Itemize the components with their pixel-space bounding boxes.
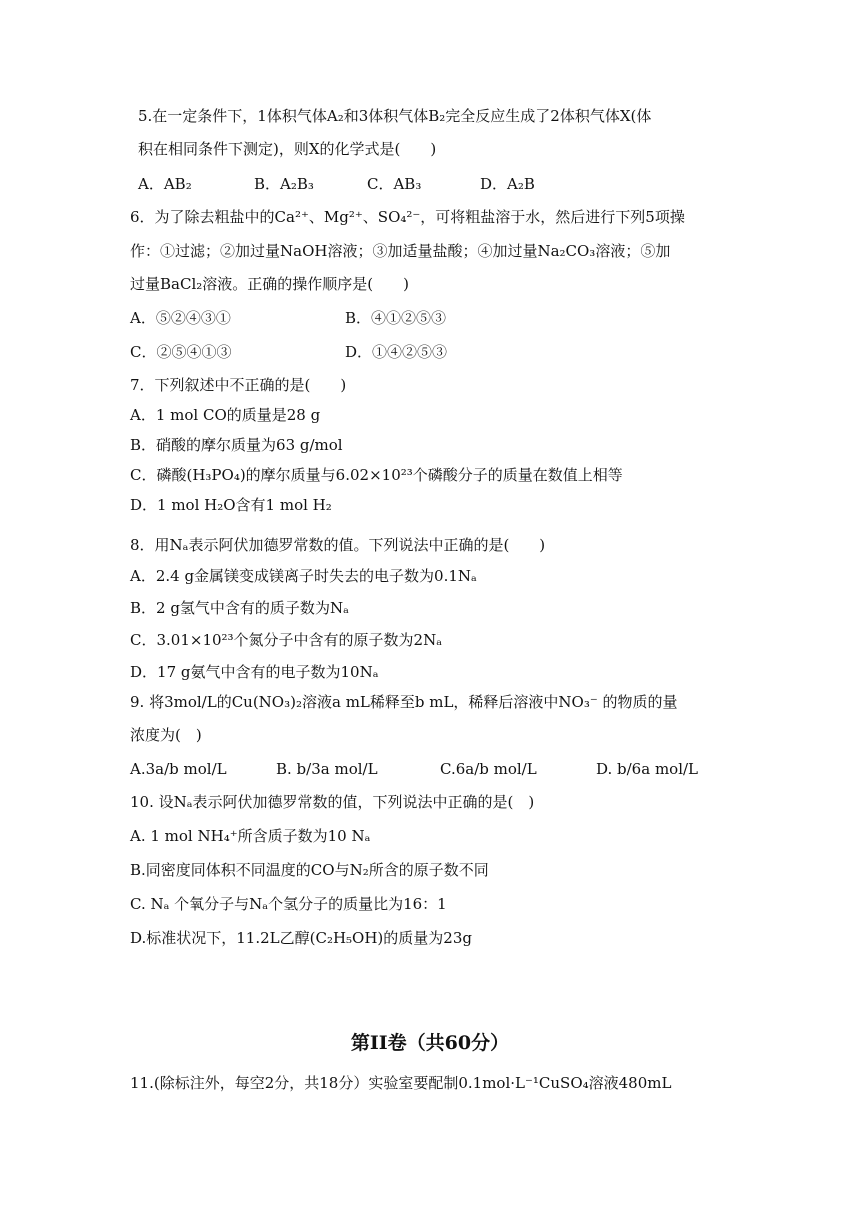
q5-line2: 积在相同条件下测定)，则X的化学式是( ) (138, 140, 437, 158)
q6-option-a: A．⑤②④③① (130, 309, 231, 327)
q10-option-b: B.同密度同体积不同温度的CO与N₂所含的原子数不同 (130, 861, 489, 879)
q10-stem: 10. 设Nₐ表示阿伏加德罗常数的值，下列说法中正确的是( ) (130, 793, 535, 811)
q7-option-c: C．磷酸(H₃PO₄)的摩尔质量与6.02×10²³个磷酸分子的质量在数值上相等 (130, 466, 623, 484)
q5-option-a: A．AB₂ (138, 175, 192, 193)
q10-option-c: C. Nₐ 个氧分子与Nₐ个氢分子的质量比为16：1 (130, 895, 447, 913)
q8-option-b: B．2 g氢气中含有的质子数为Nₐ (130, 599, 349, 617)
q9-option-d: D. b/6a mol/L (596, 760, 699, 778)
q7-option-a: A．1 mol CO的质量是28 g (130, 406, 321, 424)
q5-option-c: C．AB₃ (367, 175, 422, 193)
q10-option-d: D.标准状况下，11.2L乙醇(C₂H₅OH)的质量为23g (130, 929, 472, 947)
q8-stem: 8．用Nₐ表示阿伏加德罗常数的值。下列说法中正确的是( ) (130, 536, 546, 554)
q7-option-b: B．硝酸的摩尔质量为63 g/mol (130, 436, 343, 454)
q11-line1: 11.(除标注外，每空2分，共18分）实验室要配制0.1mol·L⁻¹CuSO₄溶液480mL (130, 1074, 672, 1092)
q6-option-c: C．②⑤④①③ (130, 343, 232, 361)
q6-line1: 6．为了除去粗盐中的Ca²⁺、Mg²⁺、SO₄²⁻，可将粗盐溶于水，然后进行下列5项操 (130, 208, 685, 226)
q9-line1: 9. 将3mol/L的Cu(NO₃)₂溶液a mL稀释至b mL，稀释后溶液中NO₃⁻ 的物质的量 (130, 693, 678, 711)
q9-option-b: B. b/3a mol/L (276, 760, 378, 778)
q6-option-b: B．④①②⑤③ (345, 309, 447, 327)
q9-line2: 浓度为( ) (130, 726, 202, 744)
q8-option-c: C．3.01×10²³个氮分子中含有的原子数为2Nₐ (130, 631, 443, 649)
q5-line1: 5.在一定条件下，1体积气体A₂和3体积气体B₂完全反应生成了2体积气体X(体 (138, 107, 652, 125)
q10-option-a: A. 1 mol NH₄⁺所含质子数为10 Nₐ (130, 827, 371, 845)
q8-option-a: A．2.4 g金属镁变成镁离子时失去的电子数为0.1Nₐ (130, 567, 477, 585)
q6-line3: 过量BaCl₂溶液。正确的操作顺序是( ) (130, 275, 409, 293)
q9-option-a: A.3a/b mol/L (130, 760, 227, 778)
q5-option-d: D．A₂B (480, 175, 535, 193)
q6-line2: 作：①过滤；②加过量NaOH溶液；③加适量盐酸；④加过量Na₂CO₃溶液；⑤加 (130, 242, 671, 260)
section-ii-title: 第II卷（共60分） (350, 1032, 510, 1054)
q9-option-c: C.6a/b mol/L (440, 760, 537, 778)
q5-option-b: B．A₂B₃ (254, 175, 314, 193)
q8-option-d: D．17 g氨气中含有的电子数为10Nₐ (130, 663, 379, 681)
q7-option-d: D．1 mol H₂O含有1 mol H₂ (130, 496, 332, 514)
q7-stem: 7．下列叙述中不正确的是( ) (130, 376, 347, 394)
q6-option-d: D．①④②⑤③ (345, 343, 448, 361)
